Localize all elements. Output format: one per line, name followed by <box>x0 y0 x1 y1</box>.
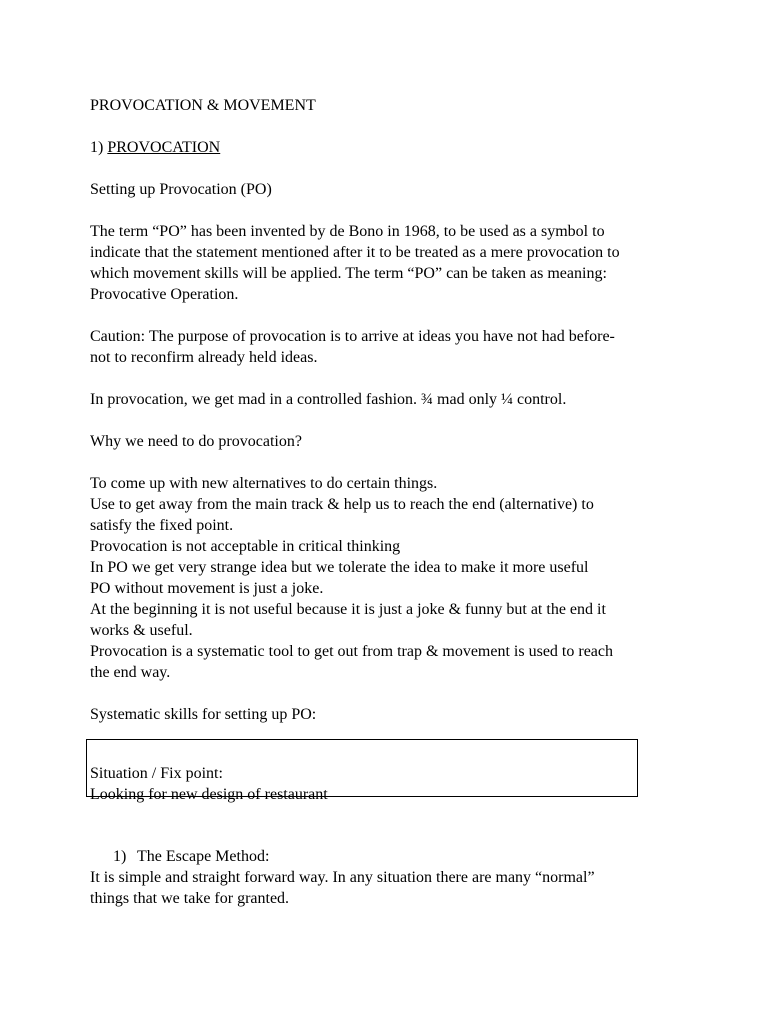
reason-line: satisfy the fixed point. <box>90 517 234 534</box>
escape-heading: The Escape Method: <box>137 848 270 865</box>
why-question: Why we need to do provocation? <box>90 433 302 450</box>
caution-line: not to reconfirm already held ideas. <box>90 349 318 366</box>
section-number: 1) <box>90 139 104 156</box>
reason-line: Provocation is a systematic tool to get out from trap & movement is used to reach <box>90 643 613 660</box>
para-po-line: indicate that the statement mentioned after it to be treated as a mere provocation to <box>90 244 620 261</box>
para-po-line: which movement skills will be applied. The term “PO” can be taken as meaning: <box>90 265 607 282</box>
reason-line: works & useful. <box>90 622 193 639</box>
caution-line: Caution: The purpose of provocation is to arrive at ideas you have not had before- <box>90 328 615 345</box>
section-title: PROVOCATION <box>107 139 221 156</box>
reason-line: In PO we get very strange idea but we tolerate the idea to make it more useful <box>90 559 589 576</box>
subheading: Setting up Provocation (PO) <box>90 181 272 198</box>
reason-line: Use to get away from the main track & help us to reach the end (alternative) to <box>90 496 594 513</box>
escape-line: It is simple and straight forward way. In any situation there are many “normal” <box>90 869 595 886</box>
document-title: PROVOCATION & MOVEMENT <box>90 97 316 114</box>
reason-line: PO without movement is just a joke. <box>90 580 324 597</box>
reason-line: Provocation is not acceptable in critical thinking <box>90 538 401 555</box>
reason-line: At the beginning it is not useful because it is just a joke & funny but at the end it <box>90 601 606 618</box>
mad-line: In provocation, we get mad in a controlled fashion. ¾ mad only ¼ control. <box>90 391 567 408</box>
situation-label: Situation / Fix point: <box>90 765 223 782</box>
reason-line: the end way. <box>90 664 171 681</box>
para-po-line: Provocative Operation. <box>90 286 239 303</box>
situation-value: Looking for new design of restaurant <box>90 786 328 803</box>
escape-number: 1) <box>113 848 127 865</box>
escape-line: things that we take for granted. <box>90 890 290 907</box>
reason-line: To come up with new alternatives to do certain things. <box>90 475 438 492</box>
para-po-line: The term “PO” has been invented by de Bono in 1968, to be used as a symbol to <box>90 223 605 240</box>
skills-heading: Systematic skills for setting up PO: <box>90 706 317 723</box>
section-heading <box>90 137 220 158</box>
